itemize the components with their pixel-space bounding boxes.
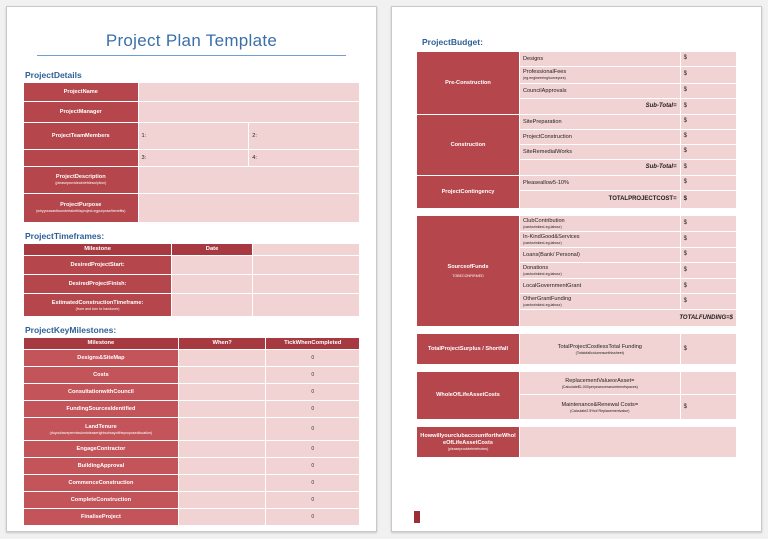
detail-label-note: (whyyouwanttoundertakethisproject-egpurpose/benefits) [36, 209, 126, 214]
milestone-when[interactable] [178, 509, 266, 526]
budget-item-label: Designs [520, 52, 681, 67]
funding-item-amount[interactable]: $ [680, 263, 736, 279]
table-row [24, 384, 360, 401]
asset-amount[interactable] [680, 372, 736, 395]
page-footer-mark [414, 511, 420, 523]
budget-subtotal-amount[interactable]: $ [680, 99, 736, 115]
detail-value[interactable] [138, 102, 359, 123]
funding-item-amount[interactable]: $ [680, 232, 736, 248]
funding-item-label: Loans(Bank/ Personal) [520, 248, 681, 263]
detail-label: ProjectTeamMembers [24, 123, 139, 150]
milestone-tick[interactable]: 0 [266, 492, 360, 509]
milestone-when[interactable] [178, 492, 266, 509]
detail-team-4[interactable]: 4: [249, 150, 360, 167]
milestone-when[interactable] [178, 458, 266, 475]
milestone-tick[interactable]: 0 [266, 441, 360, 458]
funding-total-label: TOTALFUNDING=$ [520, 310, 737, 327]
table-row [24, 194, 360, 223]
funding-item-label [520, 294, 681, 310]
section-heading-budget: ProjectBudget: [422, 37, 483, 47]
detail-value[interactable] [138, 194, 359, 223]
budget-item-amount[interactable]: $ [680, 145, 736, 160]
budget-group-construction: Construction [417, 115, 520, 176]
funding-item-label [520, 232, 681, 248]
table-row [24, 350, 360, 367]
funding-item-label [520, 216, 681, 232]
detail-label: ProjectName [24, 83, 139, 102]
table-row [417, 52, 737, 67]
title-divider [37, 55, 346, 56]
funding-group-label [417, 216, 520, 327]
project-details-table [23, 82, 360, 223]
page-title: Project Plan Template [105, 31, 278, 50]
table-row [24, 401, 360, 418]
timeframe-date[interactable] [172, 256, 253, 275]
budget-item-label: SiteRemedialWorks [520, 145, 681, 160]
timeframe-date[interactable] [172, 275, 253, 294]
milestone-when[interactable] [178, 401, 266, 418]
table-row [24, 475, 360, 492]
table-row [24, 83, 360, 102]
section-heading-timeframes: ProjectTimeframes: [25, 231, 105, 241]
detail-team-1[interactable]: 1: [138, 123, 249, 150]
funding-item-note: (cashorinkind-eg.labour) [523, 241, 562, 246]
asset-item-label [520, 395, 681, 420]
document-page-2 [391, 6, 762, 532]
asset-accounting-value[interactable] [520, 427, 737, 458]
budget-item-amount[interactable]: $ [680, 52, 736, 67]
detail-value[interactable] [138, 83, 359, 102]
asset-group-label: WholeOfLifeAssetCosts [417, 372, 520, 420]
milestone-label: Costs [24, 367, 179, 384]
asset-item-note: (Calculate$1,000peryearoveranumberofspaces) [561, 384, 638, 389]
table-header-row [24, 244, 360, 256]
funding-group-text: SourceofFunds [447, 264, 489, 271]
budget-item-label: CouncilApprovals [520, 84, 681, 99]
milestone-when[interactable] [178, 367, 266, 384]
detail-value[interactable] [138, 167, 359, 194]
asset-accounting-label [417, 427, 520, 458]
table-row [417, 334, 737, 365]
timeframe-label: DesiredProjectStart: [24, 256, 172, 275]
milestone-tick[interactable]: 0 [266, 458, 360, 475]
milestone-label: FundingSourcesIdentified [24, 401, 179, 418]
milestone-label: CompleteConstruction [24, 492, 179, 509]
surplus-item-label [520, 334, 681, 365]
detail-label-blank [24, 150, 139, 167]
surplus-item-text: TotalProjectCostlessTotal Funding [557, 343, 642, 350]
table-row [24, 367, 360, 384]
timeframe-label-text: EstimatedConstructionTimeframe: [51, 299, 144, 306]
funding-item-text: In-KindGood&Services [523, 234, 580, 241]
budget-item-note: (eg.engineering/surveyors) [523, 76, 566, 81]
table-row [24, 492, 360, 509]
milestones-col-when: When? [178, 338, 266, 350]
detail-team-3[interactable]: 3: [138, 150, 249, 167]
timeframes-col-milestone: Milestone [24, 244, 172, 256]
table-row [24, 123, 360, 150]
table-row [417, 176, 737, 191]
funding-item-text: ClubContribution [523, 218, 565, 224]
table-row [24, 509, 360, 526]
milestone-when[interactable] [178, 475, 266, 492]
milestone-label: FinaliseProject [24, 509, 179, 526]
milestone-label: Designs&SiteMap [24, 350, 179, 367]
funding-item-text: OtherGrantFunding [523, 296, 572, 303]
detail-label-note: (pleaseprovideabriefdescription) [55, 181, 107, 186]
budget-item-amount[interactable]: $ [680, 67, 736, 84]
timeframe-label-note: (from and turn to handover) [75, 306, 120, 311]
milestone-tick[interactable]: 0 [266, 350, 360, 367]
funding-item-note: (cashorinkind-eg.labour) [523, 224, 562, 229]
funding-item-label: LocalGovernmentGrant [520, 279, 681, 294]
milestone-when[interactable] [178, 350, 266, 367]
funding-group-note: TOBECONFIRMED [452, 274, 484, 279]
table-row [24, 294, 360, 317]
funding-item-note: (cashorinkind-eg.labour) [523, 303, 562, 308]
budget-item-label: ProjectConstruction [520, 130, 681, 145]
table-row [24, 275, 360, 294]
detail-team-2[interactable]: 2: [249, 123, 360, 150]
timeframe-extra[interactable] [253, 256, 360, 275]
source-of-funds-table [416, 215, 737, 327]
milestones-col-tick: TickWhenCompleted [266, 338, 360, 350]
milestone-tick[interactable]: 0 [266, 401, 360, 418]
budget-item-text: ProfessionalFees [523, 69, 567, 76]
table-row [417, 216, 737, 232]
budget-item-amount[interactable]: $ [680, 84, 736, 99]
surplus-amount[interactable]: $ [680, 334, 736, 365]
asset-item-text: ReplacementValueorAsset= [565, 377, 635, 384]
budget-total-amount[interactable]: $ [680, 191, 736, 209]
budget-total-label: TOTALPROJECTCOST= [520, 191, 681, 209]
detail-label [24, 194, 139, 223]
asset-costs-table [416, 371, 737, 420]
milestone-label: EngageContractor [24, 441, 179, 458]
budget-subtotal-label: Sub-Total= [520, 99, 681, 115]
section-heading-details: ProjectDetails [25, 70, 82, 80]
table-row [24, 102, 360, 123]
surplus-group-label: TotalProjectSurplus / Shortfall [417, 334, 520, 365]
timeframe-label [24, 294, 172, 317]
project-budget-table [416, 51, 737, 209]
milestone-when[interactable] [178, 441, 266, 458]
budget-group-pre-construction: Pre-Construction [417, 52, 520, 115]
funding-item-note: (cashorinkind-eg.labour) [523, 272, 562, 277]
detail-label-text: ProjectDescription [55, 174, 106, 181]
funding-item-label [520, 263, 681, 279]
budget-item-label: Pleaseallow5-10% [520, 176, 681, 191]
detail-label: ProjectManager [24, 102, 139, 123]
table-row [24, 167, 360, 194]
milestone-label: BuildingApproval [24, 458, 179, 475]
asset-item-note: (Calculate2.5%of Replacementvalue) [570, 408, 630, 413]
asset-item-label [520, 372, 681, 395]
timeframe-label: DesiredProjectFinish: [24, 275, 172, 294]
table-row [24, 441, 360, 458]
table-row [24, 418, 360, 441]
project-timeframes-table [23, 243, 360, 317]
timeframe-date[interactable] [172, 294, 253, 317]
detail-label-text: ProjectPurpose [60, 202, 102, 209]
budget-item-amount[interactable]: $ [680, 115, 736, 130]
asset-amount[interactable]: $ [680, 395, 736, 420]
milestone-tick[interactable]: 0 [266, 384, 360, 401]
budget-subtotal-amount[interactable]: $ [680, 160, 736, 176]
asset-item-text: Maintenance&Renewal Costs= [561, 401, 639, 408]
milestone-label-note: (doyouhavepermissiontoleaserightsofwayoftheproposedlocation) [49, 430, 153, 435]
milestone-tick[interactable]: 0 [266, 475, 360, 492]
milestone-when[interactable] [178, 418, 266, 441]
surplus-shortfall-table [416, 333, 737, 365]
asset-accounting-text: HowwillyourclubaccountfortheWholeOfLifeAssetCosts [420, 433, 516, 447]
table-row [417, 115, 737, 130]
document-page-1 [6, 6, 377, 532]
funding-item-amount[interactable]: $ [680, 248, 736, 263]
funding-item-amount[interactable]: $ [680, 294, 736, 310]
milestone-label: ConsultationwithCouncil [24, 384, 179, 401]
detail-label [24, 167, 139, 194]
budget-item-label [520, 67, 681, 84]
budget-item-amount[interactable]: $ [680, 130, 736, 145]
milestone-tick[interactable]: 0 [266, 509, 360, 526]
funding-item-text: Donations [523, 265, 549, 272]
table-row [417, 427, 737, 458]
timeframe-extra[interactable] [253, 294, 360, 317]
timeframes-col-date: Date [172, 244, 253, 256]
milestone-tick[interactable]: 0 [266, 418, 360, 441]
milestones-col-milestone: Milestone [24, 338, 179, 350]
budget-item-amount[interactable]: $ [680, 176, 736, 191]
funding-item-amount[interactable]: $ [680, 216, 736, 232]
milestone-tick[interactable]: 0 [266, 367, 360, 384]
budget-subtotal-label: Sub-Total= [520, 160, 681, 176]
table-row [24, 458, 360, 475]
budget-item-label: SitePreparation [520, 115, 681, 130]
asset-accounting-table [416, 426, 737, 458]
timeframe-extra[interactable] [253, 275, 360, 294]
milestone-label [24, 418, 179, 441]
table-row [417, 372, 737, 395]
section-heading-milestones: ProjectKeyMilestones: [25, 325, 117, 336]
table-header-row [24, 338, 360, 350]
timeframes-col-blank [253, 244, 360, 256]
milestone-label: CommenceConstruction [24, 475, 179, 492]
budget-group-contingency: ProjectContingency [417, 176, 520, 209]
surplus-item-note: (Totalofallcolumnsonthissheet) [575, 350, 624, 355]
asset-accounting-note: (pleaseprovidebriefnotes) [447, 447, 489, 452]
milestone-label-text: LandTenure [85, 423, 117, 430]
funding-item-amount[interactable]: $ [680, 279, 736, 294]
project-milestones-table [23, 337, 360, 526]
milestone-when[interactable] [178, 384, 266, 401]
table-row [24, 256, 360, 275]
table-row [24, 150, 360, 167]
